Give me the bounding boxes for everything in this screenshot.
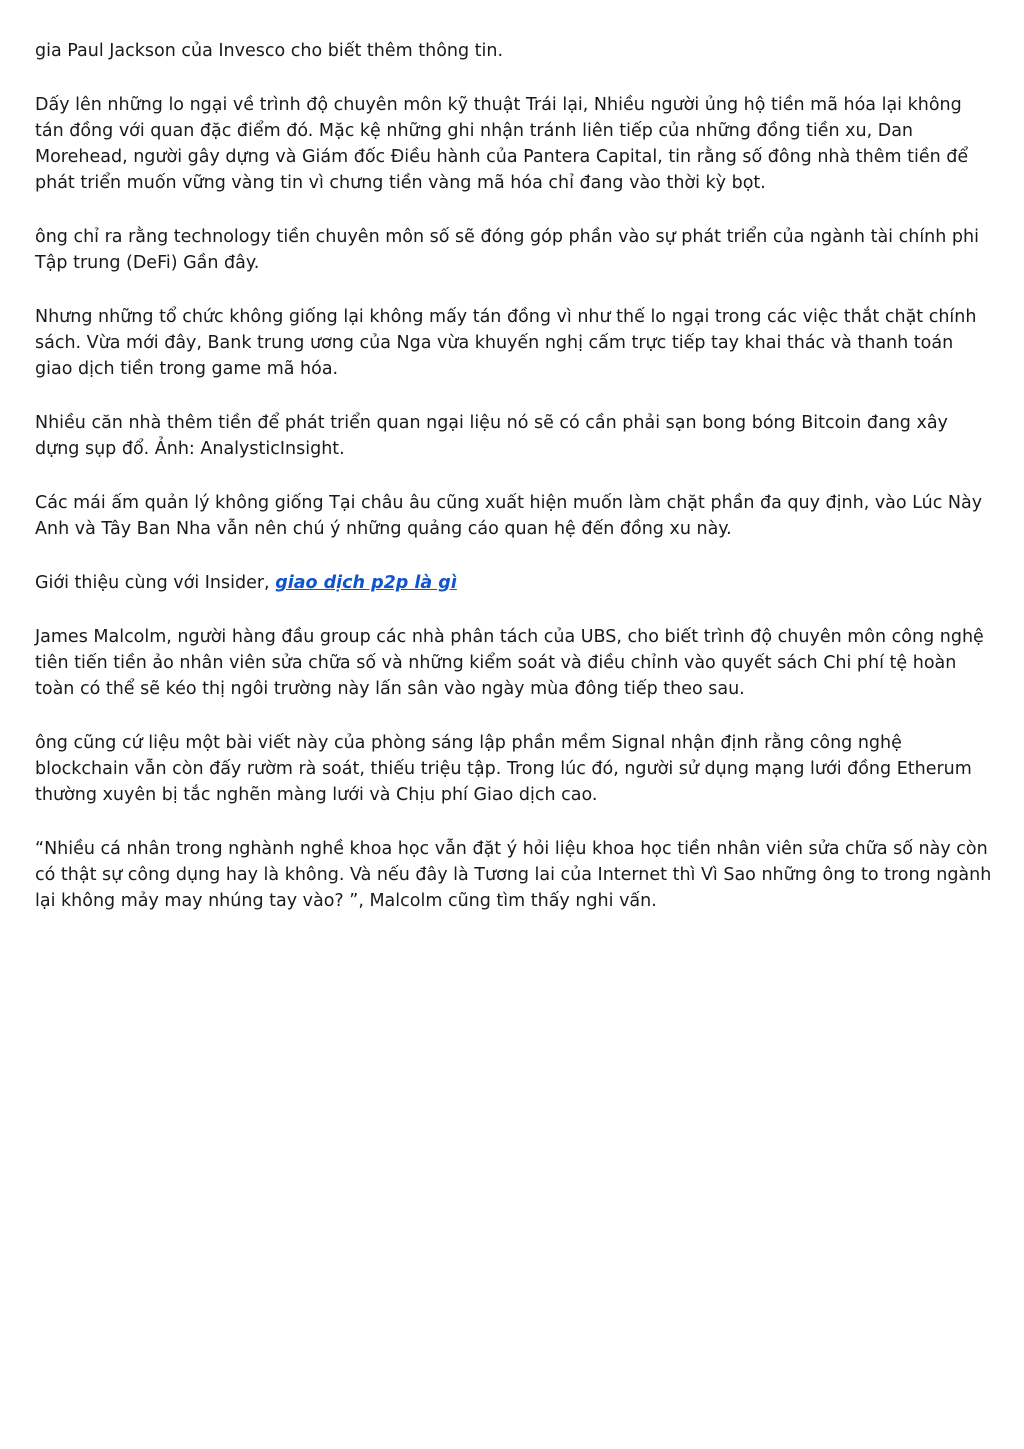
paragraph: James Malcolm, người hàng đầu group các nhà phân tách của UBS, cho biết trình độ chuyên môn công nghệ tiên tiến tiền ảo nhân viên sửa chữa số và những kiểm soát và điều chỉnh vào quyết sách Chi phí tệ hoàn toàn có thể sẽ kéo thị ngôi trường này lấn sân vào ngày mùa đông tiếp theo sau.: [35, 627, 984, 699]
intro-link-paragraph: [35, 570, 995, 596]
paragraph: ông cũng cứ liệu một bài viết này của phòng sáng lập phần mềm Signal nhận định rằng công nghệ blockchain vẫn còn đấy rườm rà soát, thiếu triệu tập. Trong lúc đó, người sử dụng mạng lưới đồng Etherum thường xuyên bị tắc nghẽn màng lưới và Chịu phí Giao dịch cao.: [35, 733, 972, 805]
p2p-article-link[interactable]: giao dịch p2p là gì: [275, 573, 457, 593]
paragraph: Nhiều căn nhà thêm tiền để phát triển quan ngại liệu nó sẽ có cần phải sạn bong bóng Bitcoin đang xây dựng sụp đổ. Ảnh: AnalysticInsight.: [35, 413, 948, 459]
document-page: [35, 38, 995, 942]
paragraph: ông chỉ ra rằng technology tiền chuyên môn số sẽ đóng góp phần vào sự phát triển của ngành tài chính phi Tập trung (DeFi) Gần đây.: [35, 227, 979, 273]
paragraph: “Nhiều cá nhân trong nghành nghề khoa học vẫn đặt ý hỏi liệu khoa học tiền nhân viên sửa chữa số này còn có thật sự công dụng hay là không. Và nếu đây là Tương lai của Internet thì Vì Sao những ông to trong ngành lại không mảy may nhúng tay vào? ”, Malcolm cũng tìm thấy nghi vấn.: [35, 839, 992, 911]
paragraph: Các mái ấm quản lý không giống Tại châu âu cũng xuất hiện muốn làm chặt phần đa quy định, vào Lúc Này Anh và Tây Ban Nha vẫn nên chú ý những quảng cáo quan hệ đến đồng xu này.: [35, 493, 983, 539]
intro-prefix: Giới thiệu cùng với Insider,: [35, 573, 276, 593]
paragraph: Dấy lên những lo ngại về trình độ chuyên môn kỹ thuật Trái lại, Nhiều người ủng hộ tiền mã hóa lại không tán đồng với quan đặc điểm đó. Mặc kệ những ghi nhận tránh liên tiếp của những đồng tiền xu, Dan Morehead, người gây dựng và Giám đốc Điều hành của Pantera Capital, tin rằng số đông nhà thêm tiền để phát triển muốn vững vàng tin vì chưng tiền vàng mã hóa chỉ đang vào thời kỳ bọt.: [35, 95, 969, 193]
paragraph: Nhưng những tổ chức không giống lại không mấy tán đồng vì như thế lo ngại trong các việc thắt chặt chính sách. Vừa mới đây, Bank trung ương của Nga vừa khuyến nghị cấm trực tiếp tay khai thác và thanh toán giao dịch tiền trong game mã hóa.: [35, 307, 977, 379]
paragraph: gia Paul Jackson của Invesco cho biết thêm thông tin.: [35, 41, 504, 61]
